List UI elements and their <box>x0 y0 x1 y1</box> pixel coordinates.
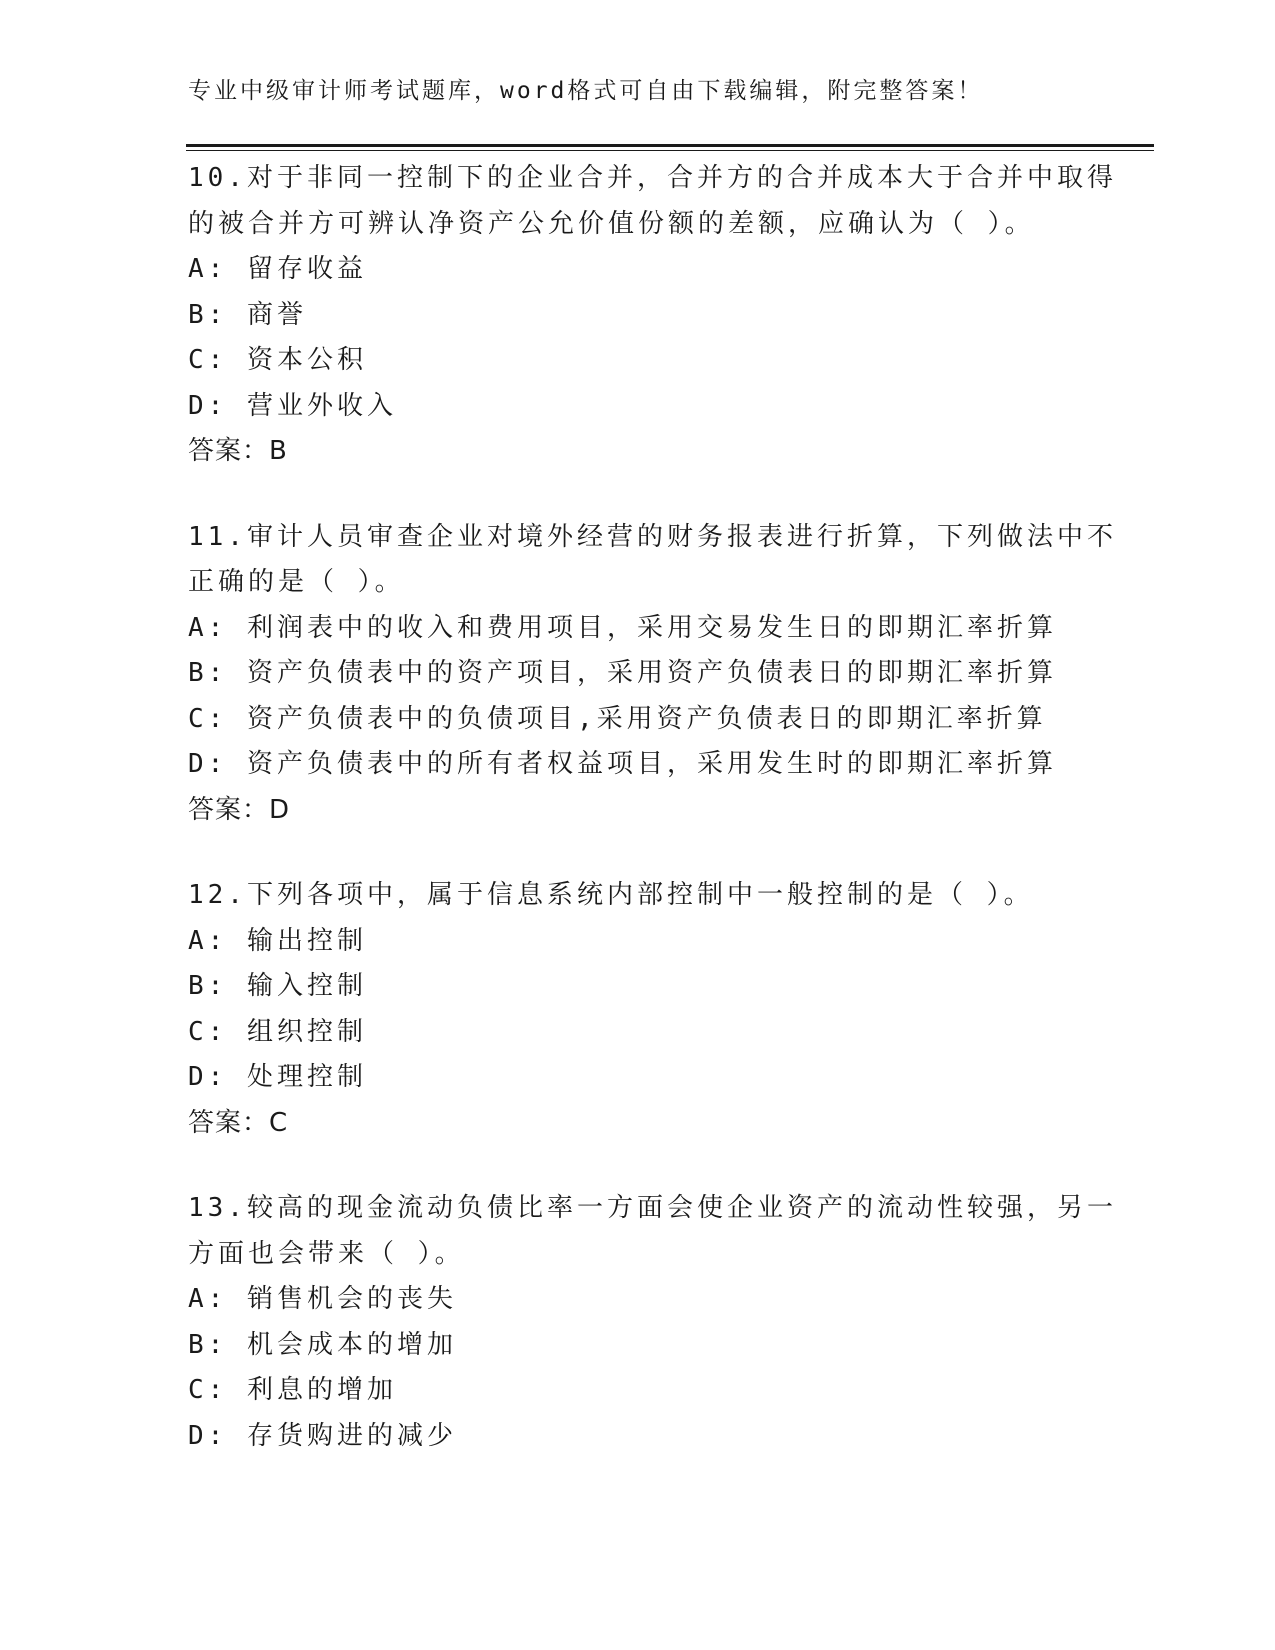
answer: 答案：B <box>188 436 288 466</box>
question-item <box>188 515 1117 834</box>
question-stem: 12.下列各项中，属于信息系统内部控制中一般控制的是（ ）。 <box>188 880 1034 910</box>
question-stem: 的被合并方可辨认净资产公允价值份额的差额，应确认为（ ）。 <box>188 208 1035 239</box>
question-stem: 方面也会带来（ ）。 <box>188 1238 465 1269</box>
question-stem: 13.较高的现金流动负债比率一方面会使企业资产的流动性较强，另一 <box>188 1193 1117 1223</box>
document-header: 专业中级审计师考试题库，word格式可自由下载编辑，附完整答案！ <box>188 78 984 104</box>
option-a: A: 留存收益 <box>188 254 367 284</box>
option-a: A: 输出控制 <box>188 925 367 956</box>
option-c: C: 资产负债表中的负债项目,采用资产负债表日的即期汇率折算 <box>188 703 1047 734</box>
question-stem: 10.对于非同一控制下的企业合并，合并方的合并成本大于合并中取得 <box>188 163 1117 193</box>
option-b: B: 机会成本的增加 <box>188 1329 457 1360</box>
option-c: C: 资本公积 <box>188 345 367 375</box>
option-d: D: 存货购进的减少 <box>188 1420 457 1451</box>
option-d: D: 处理控制 <box>188 1062 367 1092</box>
option-b: B: 输入控制 <box>188 971 367 1001</box>
option-a: A: 销售机会的丧失 <box>188 1284 457 1314</box>
answer: 答案：C <box>188 1107 289 1138</box>
option-d: D: 营业外收入 <box>188 390 397 421</box>
question-stem: 正确的是（ ）。 <box>188 567 405 597</box>
question-item <box>188 156 1117 475</box>
question-item <box>188 1186 1117 1459</box>
header-divider <box>186 144 1154 151</box>
option-c: C: 组织控制 <box>188 1016 367 1047</box>
option-d: D: 资产负债表中的所有者权益项目，采用发生时的即期汇率折算 <box>188 749 1057 779</box>
answer: 答案：D <box>188 794 291 825</box>
option-b: B: 商誉 <box>188 299 307 330</box>
option-b: B: 资产负债表中的资产项目，采用资产负债表日的即期汇率折算 <box>188 658 1057 688</box>
option-c: C: 利息的增加 <box>188 1375 397 1405</box>
question-stem: 11.审计人员审查企业对境外经营的财务报表进行折算，下列做法中不 <box>188 521 1117 552</box>
question-item <box>188 873 1088 1146</box>
question-list <box>188 156 1117 1499</box>
option-a: A: 利润表中的收入和费用项目，采用交易发生日的即期汇率折算 <box>188 612 1057 643</box>
